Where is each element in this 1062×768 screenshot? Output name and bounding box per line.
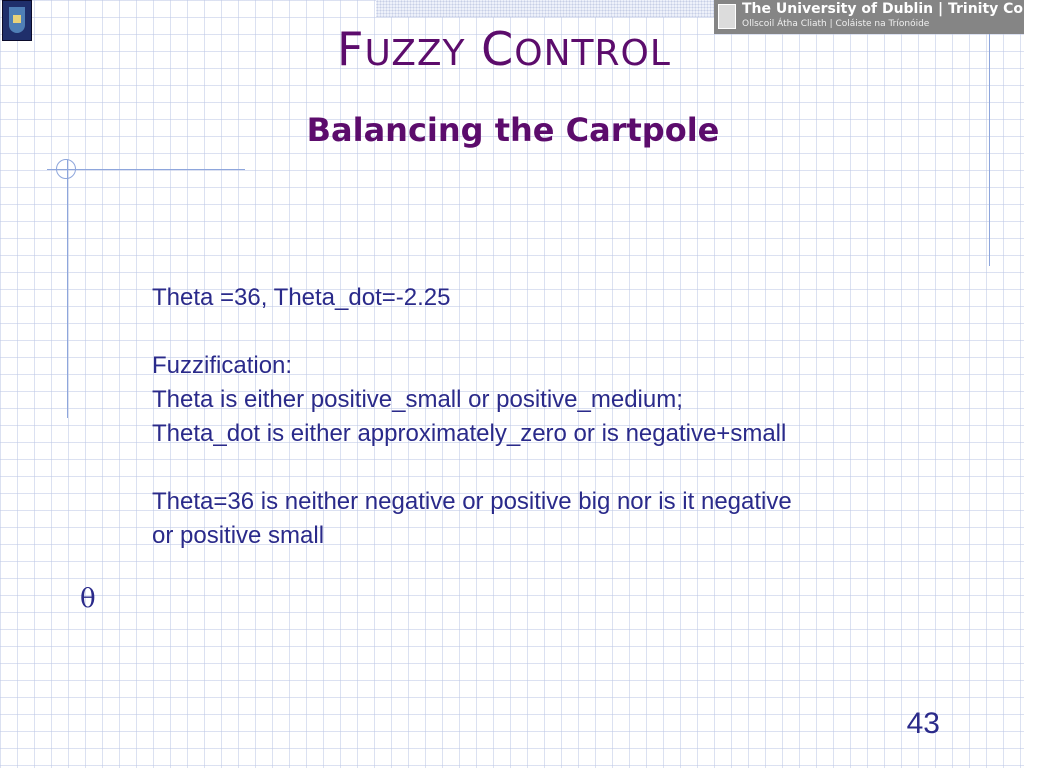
decorative-horizontal-line bbox=[47, 169, 245, 170]
body-line-theta-sets: Theta is either positive_small or positive_medium; bbox=[152, 386, 683, 413]
decorative-circle bbox=[56, 159, 76, 179]
body-line-theta-note-cont: or positive small bbox=[152, 522, 325, 549]
title-rest-uzzy: UZZY bbox=[364, 33, 466, 74]
decorative-vertical-line bbox=[67, 160, 68, 418]
slide-subtitle: Balancing the Cartpole bbox=[306, 111, 720, 149]
body-line-fuzzification: Fuzzification: bbox=[152, 352, 293, 379]
title-initial-c: C bbox=[481, 22, 515, 76]
body-line-inputs: Theta =36, Theta_dot=-2.25 bbox=[152, 284, 451, 311]
decorative-right-vertical-line bbox=[989, 34, 990, 266]
university-name: The University of Dublin | Trinity College bbox=[742, 1, 1062, 17]
title-rest-ontrol: ONTROL bbox=[514, 33, 671, 74]
slide-title bbox=[0, 22, 1008, 76]
theta-symbol: θ bbox=[80, 584, 96, 614]
university-name-irish: Ollscoil Átha Cliath | Coláiste na Tríonóide bbox=[742, 19, 930, 29]
page-number: 43 bbox=[906, 707, 940, 740]
header-pattern-band bbox=[376, 0, 714, 17]
slide-body bbox=[152, 281, 792, 553]
body-spacer bbox=[152, 451, 792, 485]
body-line-theta-note: Theta=36 is neither negative or positive big nor is it negative bbox=[152, 488, 792, 515]
body-spacer bbox=[152, 315, 792, 349]
body-line-theta-dot-sets: Theta_dot is either approximately_zero or is negative+small bbox=[152, 420, 787, 447]
title-initial-f: F bbox=[337, 22, 365, 76]
